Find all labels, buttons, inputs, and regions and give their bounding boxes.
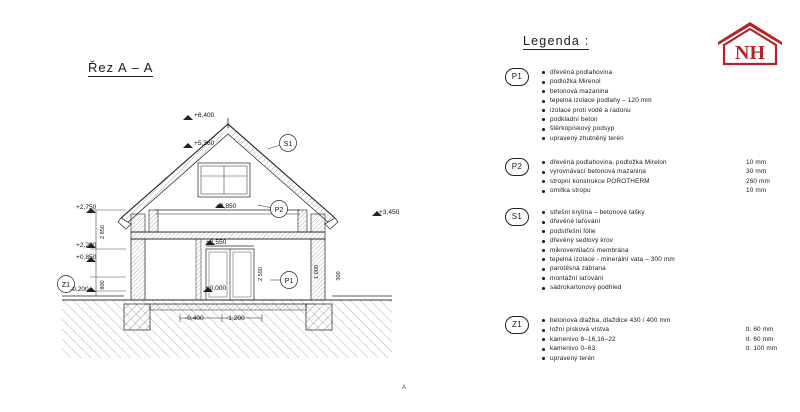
legend-item-text: betonová dlažba, dlaždice 430 / 400 mm xyxy=(550,317,671,324)
legend-item xyxy=(541,87,791,96)
legend-item xyxy=(541,335,791,344)
legend-items-p2 xyxy=(541,158,791,196)
legend-item-value: 260 mm xyxy=(746,177,770,185)
callout-p1: P1 xyxy=(284,278,294,285)
legend-item xyxy=(541,217,791,226)
legend-item-text: kamenivo 0–63 xyxy=(550,345,596,353)
legend-item-text: dřevěné laťování xyxy=(550,218,601,226)
legend-marker-z1: Z1 xyxy=(505,316,529,334)
legend-title-text: Legenda : xyxy=(523,34,590,48)
elevation-footing-bottom: -1,200 xyxy=(226,315,245,322)
legend-item-text: vyrovnávací betonová mazanina xyxy=(550,168,647,176)
legend-item xyxy=(541,274,791,283)
section-mark-a: A xyxy=(402,385,407,391)
legend-item-text: podkladní beton xyxy=(550,116,598,124)
legend-item-text: izolace proti vodě a radonu xyxy=(550,106,631,114)
legend-item-text: stropní konstrukce POROTHERM xyxy=(550,177,650,185)
elevation-left-eave: +2,750 xyxy=(76,204,97,211)
legend-item-text: betonová mazanina xyxy=(550,87,609,95)
legend-item xyxy=(541,167,791,176)
elevation-2200: +2,200 xyxy=(76,242,97,249)
legend-marker-p1: P1 xyxy=(505,68,529,86)
legend-item-value: tl. 60 mm xyxy=(746,326,774,334)
page-title xyxy=(88,60,153,75)
legend-item-value: 10 mm xyxy=(746,187,767,195)
elevation-ground-floor: ±0,000 xyxy=(206,285,227,292)
legend-item-text: kamenivo 8–16,16–22 xyxy=(550,335,616,343)
page-title-text: Řez A – A xyxy=(88,60,154,75)
legend-item xyxy=(541,227,791,236)
legend-item-text: tepelná izolace podlahy – 120 mm xyxy=(550,97,652,105)
elevation-ceiling-attic: +2,850 xyxy=(216,203,237,210)
legend-item-value: 30 mm xyxy=(746,168,767,176)
legend-item xyxy=(541,115,791,124)
company-logo xyxy=(714,18,786,70)
legend-item-text: dřevěná podlahovina xyxy=(550,69,613,76)
legend-item-text: dřevěný sedlový krov xyxy=(550,237,614,245)
legend-item xyxy=(541,325,791,334)
legend-item xyxy=(541,158,791,167)
legend-item xyxy=(541,255,791,264)
legend-item xyxy=(541,283,791,292)
legend-item xyxy=(541,106,791,115)
legend-item-text: omítka stropu xyxy=(550,187,591,195)
legend-item-value: tl. 60 mm xyxy=(746,335,774,343)
legend-item xyxy=(541,186,791,195)
dim-800: 800 xyxy=(100,280,106,290)
callout-s1: S1 xyxy=(283,141,293,148)
callout-z1: Z1 xyxy=(61,282,71,289)
legend-item-text: ložní písková vrstva xyxy=(550,326,610,334)
logo-text: NH xyxy=(735,42,765,64)
dim-2550: 2 550 xyxy=(258,267,264,281)
legend-item xyxy=(541,316,791,325)
elevation-terrain: -0,200 xyxy=(70,286,89,293)
legend-item-text: podložka Mirenol xyxy=(550,78,601,86)
legend-item xyxy=(541,124,791,133)
legend-item-value: 10 mm xyxy=(746,159,767,166)
legend-item-text: mikroventilační membrána xyxy=(550,246,629,254)
legend-item xyxy=(541,208,791,217)
legend-title xyxy=(523,34,589,48)
legend-item-text: štěrkopískový podsyp xyxy=(550,125,615,133)
legend-item-text: podstřešní fólie xyxy=(550,227,596,235)
legend-item-text: střešní krytina – betonové tašky xyxy=(550,209,645,216)
elevation-upper-eave: +5,360 xyxy=(194,140,215,147)
legend-item xyxy=(541,344,791,353)
dim-1000: 1 000 xyxy=(314,265,320,279)
legend-items-s1 xyxy=(541,208,791,293)
elevation-ridge: +6,400 xyxy=(194,112,215,119)
legend-item-text: parotěsná zábrana xyxy=(550,265,606,273)
legend-marker-p2: P2 xyxy=(505,158,529,176)
legend-item xyxy=(541,264,791,273)
legend-item xyxy=(541,96,791,105)
legend-item-text: tepelná izolace - minerální vata – 300 mm xyxy=(550,256,675,264)
legend-item xyxy=(541,236,791,245)
callout-p2: P2 xyxy=(274,207,284,214)
legend-items-p1 xyxy=(541,68,791,143)
legend-item xyxy=(541,246,791,255)
legend-item-text: upravený zhutněný terén xyxy=(550,134,624,142)
legend-items-z1 xyxy=(541,316,791,363)
legend-item xyxy=(541,354,791,363)
legend-item xyxy=(541,177,791,186)
legend-marker-s1: S1 xyxy=(505,208,529,226)
elevation-footing-top: -0,400 xyxy=(185,315,204,322)
legend-item-text: dřevěná podlahovina, podložka Mirelon xyxy=(550,159,667,166)
legend-item-text: upravený terén xyxy=(550,354,595,362)
dim-300: 300 xyxy=(336,271,342,281)
legend-panel xyxy=(505,26,800,406)
elevation-interior-2550: +2,550 xyxy=(206,239,227,246)
legend-item xyxy=(541,134,791,143)
elevation-right-eave: +3,450 xyxy=(379,209,400,216)
elevation-0850: +0,850 xyxy=(76,254,97,261)
dim-2850: 2 850 xyxy=(100,225,106,239)
legend-item-text: montážní laťování xyxy=(550,274,604,282)
legend-item xyxy=(541,77,791,86)
legend-item-text: sádrokartonový podhled xyxy=(550,284,622,292)
legend-item-value: tl. 100 mm xyxy=(746,345,778,353)
